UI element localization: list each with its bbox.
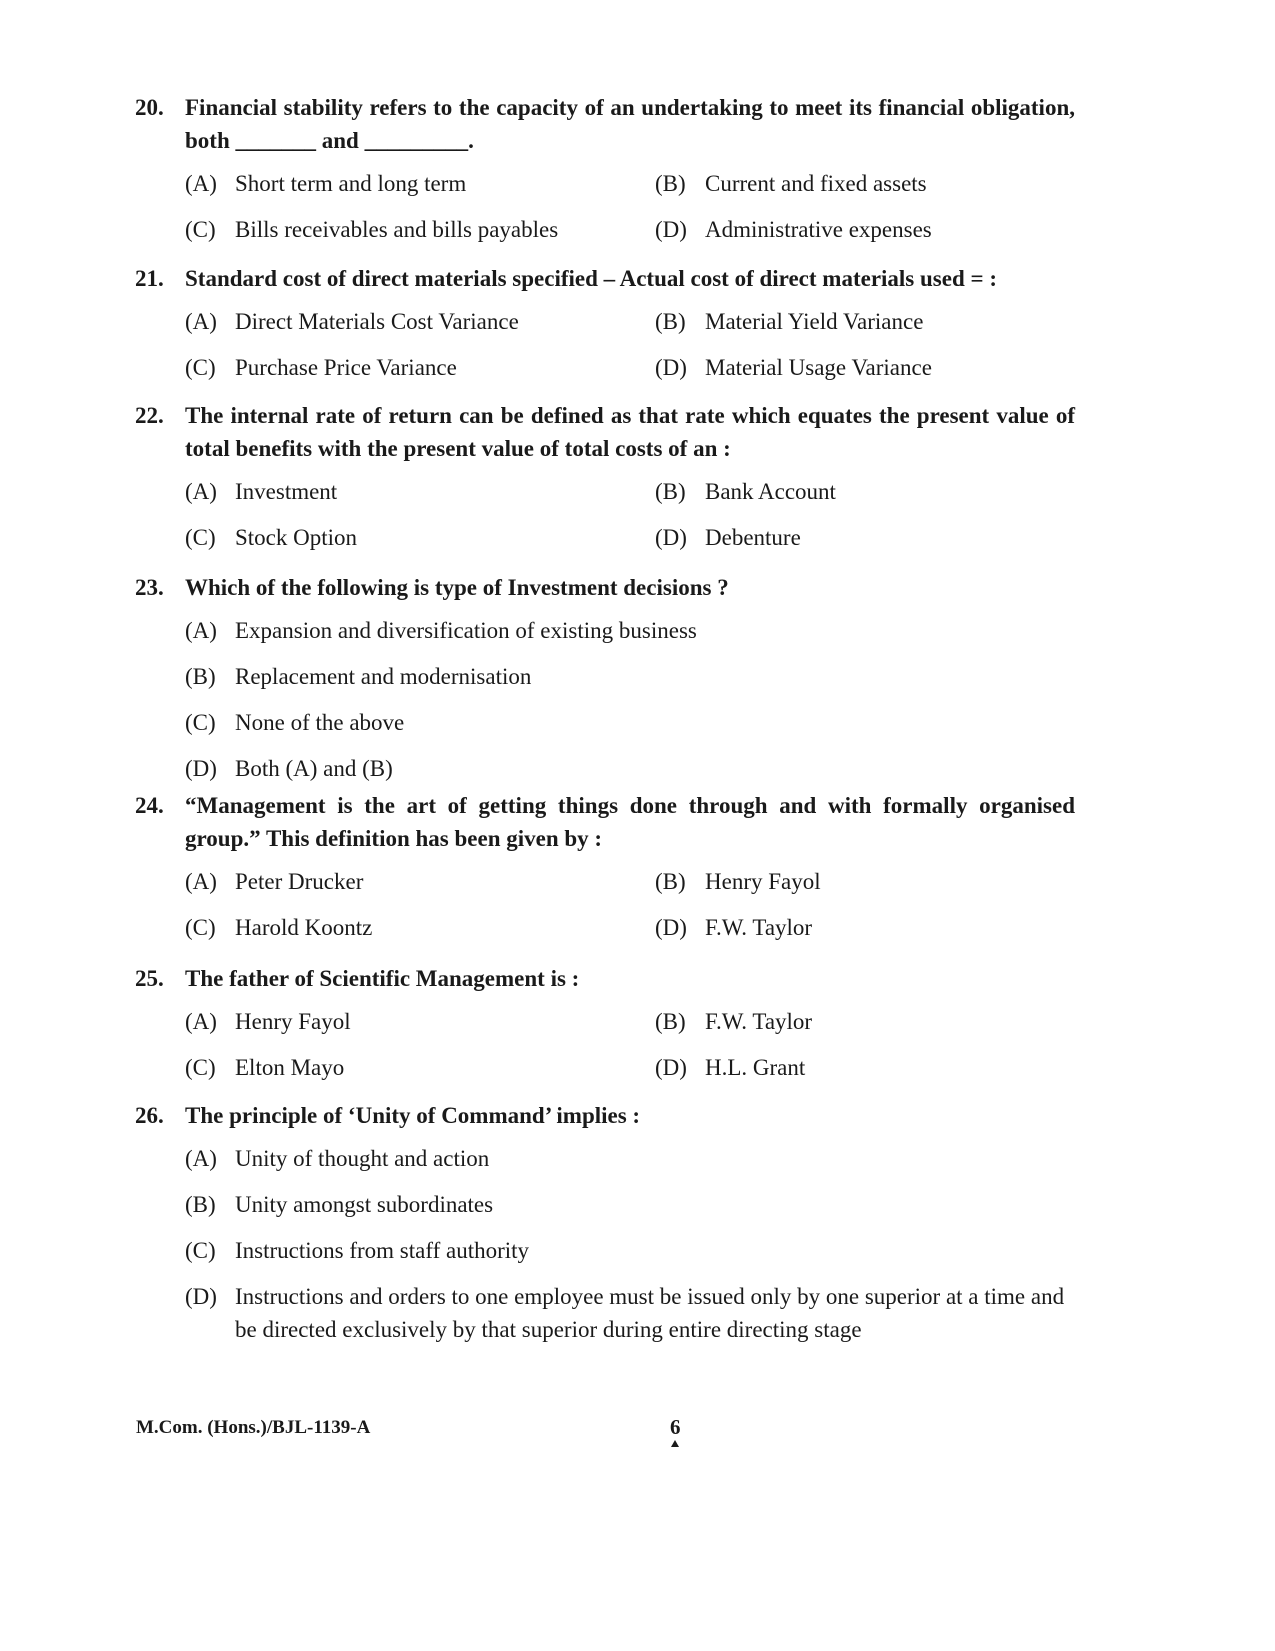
option-d: [655, 521, 1075, 554]
option-c: [185, 911, 655, 944]
option-text: Replacement and modernisation: [235, 664, 532, 689]
option-text: Purchase Price Variance: [235, 355, 457, 380]
option-d: [655, 213, 1075, 246]
question-number: 26.: [135, 1103, 164, 1128]
options-grid: [185, 1005, 1075, 1084]
question-text: “Management is the art of getting things done through and with formally organised group.” This definition has been given by :: [185, 793, 1075, 851]
option-text: Bank Account: [705, 479, 836, 504]
option-letter: (B): [655, 171, 686, 196]
option-a: [185, 305, 655, 338]
option-d: [655, 911, 1075, 944]
option-letter: (C): [185, 915, 216, 940]
option-letter: (C): [185, 710, 216, 735]
page-number: 6: [670, 1415, 681, 1439]
option-letter: (D): [185, 756, 217, 781]
option-text: F.W. Taylor: [705, 915, 813, 940]
option-a: [185, 1142, 1075, 1175]
question-20: [135, 91, 1075, 246]
question-26: [135, 1099, 1075, 1346]
option-text: Current and fixed assets: [705, 171, 927, 196]
option-text: Direct Materials Cost Variance: [235, 309, 519, 334]
option-letter: (B): [655, 869, 686, 894]
question-22: [135, 399, 1075, 554]
question-text: Standard cost of direct materials specified – Actual cost of direct materials used = :: [185, 266, 998, 291]
question-text: The internal rate of return can be defined as that rate which equates the present value of total benefits with the present value of total costs of an :: [185, 403, 1075, 461]
question-number: 23.: [135, 575, 164, 600]
question-number: 24.: [135, 793, 164, 818]
question-number: 25.: [135, 966, 164, 991]
option-text: Bills receivables and bills payables: [235, 217, 559, 242]
option-letter: (B): [185, 1192, 216, 1217]
options-list: [185, 1142, 1075, 1346]
question-23: [135, 571, 1075, 785]
question-text: The father of Scientific Management is :: [185, 966, 580, 991]
question-number: 22.: [135, 403, 164, 428]
option-letter: (A): [185, 869, 217, 894]
option-text: Stock Option: [235, 525, 358, 550]
option-letter: (C): [185, 217, 216, 242]
paper-code: M.Com. (Hons.)/BJL-1139-A: [136, 1417, 371, 1438]
option-text: Harold Koontz: [235, 915, 373, 940]
option-letter: (B): [655, 479, 686, 504]
options-list: [185, 614, 1075, 785]
option-letter: (C): [185, 355, 216, 380]
option-a: [185, 167, 655, 200]
option-text: Henry Fayol: [235, 1009, 351, 1034]
option-letter: (B): [185, 664, 216, 689]
options-grid: [185, 167, 1075, 246]
option-letter: (D): [655, 217, 687, 242]
option-letter: (C): [185, 1055, 216, 1080]
option-d: [185, 1280, 1075, 1346]
option-letter: (D): [655, 355, 687, 380]
caret-mark-icon: [671, 1440, 679, 1447]
option-d: [655, 1051, 1075, 1084]
option-letter: (A): [185, 1009, 217, 1034]
option-c: [185, 1051, 655, 1084]
question-24: [135, 789, 1075, 944]
option-text: None of the above: [235, 710, 405, 735]
option-c: [185, 521, 655, 554]
option-text: F.W. Taylor: [705, 1009, 813, 1034]
option-text: Henry Fayol: [705, 869, 821, 894]
option-letter: (D): [655, 915, 687, 940]
option-text: Material Yield Variance: [705, 309, 924, 334]
option-letter: (C): [185, 1238, 216, 1263]
option-b: [185, 1188, 1075, 1221]
options-grid: [185, 475, 1075, 554]
option-c: [185, 706, 1075, 739]
option-text: Debenture: [705, 525, 801, 550]
option-text: H.L. Grant: [705, 1055, 806, 1080]
options-grid: [185, 865, 1075, 944]
option-b: [655, 475, 1075, 508]
option-d: [655, 351, 1075, 384]
option-b: [655, 305, 1075, 338]
option-d: [185, 752, 1075, 785]
option-b: [655, 167, 1075, 200]
option-text: Short term and long term: [235, 171, 467, 196]
question-25: [135, 962, 1075, 1084]
option-letter: (A): [185, 618, 217, 643]
option-text: Unity of thought and action: [235, 1146, 490, 1171]
option-letter: (A): [185, 1146, 217, 1171]
option-a: [185, 475, 655, 508]
option-a: [185, 1005, 655, 1038]
option-a: [185, 865, 655, 898]
option-text: Both (A) and (B): [235, 756, 393, 781]
option-text: Peter Drucker: [235, 869, 364, 894]
option-letter: (D): [185, 1284, 217, 1309]
option-letter: (A): [185, 309, 217, 334]
option-text: Unity amongst subordinates: [235, 1192, 494, 1217]
option-text: Elton Mayo: [235, 1055, 345, 1080]
question-21: [135, 262, 1075, 384]
question-number: 21.: [135, 266, 164, 291]
options-grid: [185, 305, 1075, 384]
option-letter: (A): [185, 479, 217, 504]
option-letter: (C): [185, 525, 216, 550]
option-text: Material Usage Variance: [705, 355, 932, 380]
option-b: [655, 865, 1075, 898]
question-text: Which of the following is type of Investment decisions ?: [185, 575, 729, 600]
option-letter: (B): [655, 309, 686, 334]
option-letter: (D): [655, 525, 687, 550]
option-c: [185, 213, 655, 246]
option-text: Instructions from staff authority: [235, 1238, 530, 1263]
option-letter: (A): [185, 171, 217, 196]
option-letter: (B): [655, 1009, 686, 1034]
option-b: [185, 660, 1075, 693]
option-text: Investment: [235, 479, 338, 504]
option-text: Expansion and diversification of existing business: [235, 618, 697, 643]
option-c: [185, 1234, 1075, 1267]
question-text: The principle of ‘Unity of Command’ implies :: [185, 1103, 641, 1128]
question-number: 20.: [135, 95, 164, 120]
option-text: Administrative expenses: [705, 217, 932, 242]
option-c: [185, 351, 655, 384]
option-a: [185, 614, 1075, 647]
option-b: [655, 1005, 1075, 1038]
question-text: Financial stability refers to the capacity of an undertaking to meet its financial obligation, both _______ and _________.: [185, 95, 1075, 153]
option-text: Instructions and orders to one employee must be issued only by one superior at a time and be directed exclusively by that superior during entire directing stage: [235, 1284, 1065, 1342]
option-letter: (D): [655, 1055, 687, 1080]
